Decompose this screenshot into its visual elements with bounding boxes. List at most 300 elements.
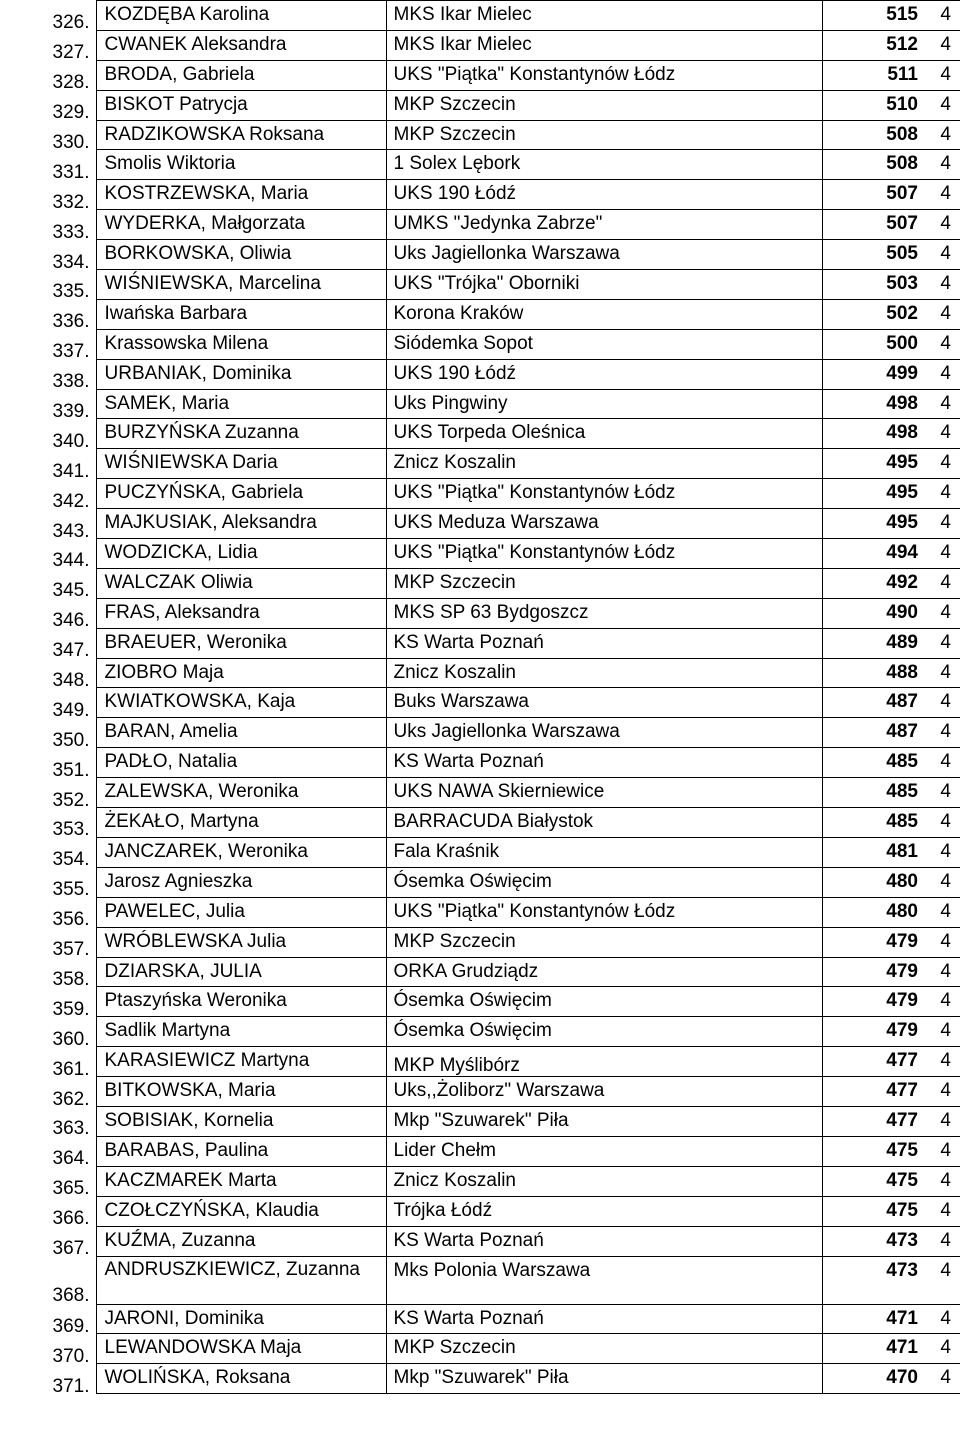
category-value: 4 bbox=[926, 210, 960, 240]
category-value: 4 bbox=[926, 1047, 960, 1077]
rank-number: 371. bbox=[52, 1375, 90, 1394]
club-name: MKS Ikar Mielec bbox=[386, 1, 822, 31]
rank-number: 363. bbox=[52, 1118, 90, 1137]
rank-number: 336. bbox=[52, 311, 90, 330]
athlete-name: ZALEWSKA, Weronika bbox=[96, 778, 386, 808]
rank-number: 329. bbox=[52, 102, 90, 121]
rank-cell bbox=[0, 359, 96, 389]
score-value: 485 bbox=[822, 808, 926, 838]
rank-cell bbox=[0, 598, 96, 628]
table-row bbox=[0, 927, 960, 957]
category-value: 4 bbox=[926, 479, 960, 509]
rank-number: 357. bbox=[52, 939, 90, 957]
score-value: 510 bbox=[822, 90, 926, 120]
rank-number: 337. bbox=[52, 341, 90, 360]
rank-cell bbox=[0, 808, 96, 838]
rank-cell bbox=[0, 957, 96, 987]
rank-number: 347. bbox=[52, 640, 90, 659]
rank-number: 341. bbox=[52, 460, 90, 479]
score-value: 475 bbox=[822, 1196, 926, 1226]
rank-cell bbox=[0, 30, 96, 60]
club-name: Ósemka Oświęcim bbox=[386, 867, 822, 897]
athlete-name: BURZYŃSKA Zuzanna bbox=[96, 419, 386, 449]
score-value: 505 bbox=[822, 240, 926, 270]
club-name: Uks Jagiellonka Warszawa bbox=[386, 240, 822, 270]
club-name: Uks Pingwiny bbox=[386, 389, 822, 419]
table-row bbox=[0, 837, 960, 867]
category-value: 4 bbox=[926, 867, 960, 897]
table-row bbox=[0, 1226, 960, 1256]
table-row bbox=[0, 1364, 960, 1394]
score-value: 495 bbox=[822, 449, 926, 479]
category-value: 4 bbox=[926, 748, 960, 778]
rank-number: 333. bbox=[52, 221, 90, 240]
score-value: 471 bbox=[822, 1304, 926, 1334]
rank-number: 354. bbox=[52, 849, 90, 868]
athlete-name: KACZMAREK Marta bbox=[96, 1166, 386, 1196]
club-name: Znicz Koszalin bbox=[386, 449, 822, 479]
rank-number: 327. bbox=[52, 42, 90, 61]
category-value: 4 bbox=[926, 1226, 960, 1256]
category-value: 4 bbox=[926, 449, 960, 479]
table-row bbox=[0, 90, 960, 120]
athlete-name: KWIATKOWSKA, Kaja bbox=[96, 688, 386, 718]
rank-number: 326. bbox=[52, 12, 90, 31]
rank-number: 348. bbox=[52, 669, 90, 688]
rank-number: 338. bbox=[52, 371, 90, 390]
table-row bbox=[0, 120, 960, 150]
club-name: Buks Warszawa bbox=[386, 688, 822, 718]
score-value: 498 bbox=[822, 389, 926, 419]
rank-number: 356. bbox=[52, 909, 90, 928]
table-row bbox=[0, 778, 960, 808]
category-value: 4 bbox=[926, 957, 960, 987]
category-value: 4 bbox=[926, 1364, 960, 1394]
score-value: 479 bbox=[822, 957, 926, 987]
club-name: Ósemka Oświęcim bbox=[386, 1017, 822, 1047]
athlete-name: WYDERKA, Małgorzata bbox=[96, 210, 386, 240]
club-name: Siódemka Sopot bbox=[386, 329, 822, 359]
rank-cell bbox=[0, 1, 96, 31]
score-value: 473 bbox=[822, 1226, 926, 1256]
category-value: 4 bbox=[926, 1136, 960, 1166]
athlete-name: BRODA, Gabriela bbox=[96, 60, 386, 90]
score-value: 492 bbox=[822, 568, 926, 598]
club-name: ORKA Grudziądz bbox=[386, 957, 822, 987]
athlete-name: WIŚNIEWSKA Daria bbox=[96, 449, 386, 479]
rank-number: 366. bbox=[52, 1208, 90, 1227]
club-name: UKS "Piątka" Konstantynów Łódz bbox=[386, 479, 822, 509]
table-row bbox=[0, 688, 960, 718]
score-value: 507 bbox=[822, 210, 926, 240]
rank-cell bbox=[0, 1136, 96, 1166]
rank-cell bbox=[0, 1226, 96, 1256]
score-value: 477 bbox=[822, 1047, 926, 1077]
category-value: 4 bbox=[926, 120, 960, 150]
rank-cell bbox=[0, 897, 96, 927]
athlete-name: KARASIEWICZ Martyna bbox=[96, 1047, 386, 1077]
athlete-name: ANDRUSZKIEWICZ, Zuzanna bbox=[96, 1256, 386, 1304]
category-value: 4 bbox=[926, 30, 960, 60]
category-value: 4 bbox=[926, 658, 960, 688]
table-row bbox=[0, 748, 960, 778]
category-value: 4 bbox=[926, 299, 960, 329]
rank-number: 344. bbox=[52, 550, 90, 569]
rank-number: 349. bbox=[52, 699, 90, 718]
table-row bbox=[0, 150, 960, 180]
rank-cell bbox=[0, 1196, 96, 1226]
rank-number: 362. bbox=[52, 1088, 90, 1107]
athlete-name: PUCZYŃSKA, Gabriela bbox=[96, 479, 386, 509]
category-value: 4 bbox=[926, 1304, 960, 1334]
rank-cell bbox=[0, 1107, 96, 1137]
category-value: 4 bbox=[926, 90, 960, 120]
table-row bbox=[0, 867, 960, 897]
athlete-name: CWANEK Aleksandra bbox=[96, 30, 386, 60]
score-value: 481 bbox=[822, 837, 926, 867]
table-row bbox=[0, 240, 960, 270]
rank-cell bbox=[0, 509, 96, 539]
rank-number: 343. bbox=[52, 520, 90, 539]
rank-number: 339. bbox=[52, 400, 90, 419]
score-value: 508 bbox=[822, 150, 926, 180]
category-value: 4 bbox=[926, 509, 960, 539]
score-value: 485 bbox=[822, 778, 926, 808]
rank-number: 331. bbox=[52, 161, 90, 180]
table-row bbox=[0, 957, 960, 987]
club-name: KS Warta Poznań bbox=[386, 1304, 822, 1334]
table-row bbox=[0, 1304, 960, 1334]
category-value: 4 bbox=[926, 927, 960, 957]
table-row bbox=[0, 270, 960, 300]
rank-cell bbox=[0, 120, 96, 150]
category-value: 4 bbox=[926, 1077, 960, 1107]
rank-cell bbox=[0, 150, 96, 180]
club-name: MKP Myślibórz bbox=[386, 1047, 822, 1077]
rank-number: 345. bbox=[52, 580, 90, 599]
score-value: 480 bbox=[822, 867, 926, 897]
athlete-name: BARABAS, Paulina bbox=[96, 1136, 386, 1166]
score-value: 488 bbox=[822, 658, 926, 688]
club-name: BARRACUDA Białystok bbox=[386, 808, 822, 838]
table-row bbox=[0, 419, 960, 449]
club-name: UKS NAWA Skierniewice bbox=[386, 778, 822, 808]
category-value: 4 bbox=[926, 778, 960, 808]
rank-number: 370. bbox=[52, 1345, 90, 1364]
rank-cell bbox=[0, 1166, 96, 1196]
score-value: 473 bbox=[822, 1256, 926, 1304]
category-value: 4 bbox=[926, 1334, 960, 1364]
rank-cell bbox=[0, 240, 96, 270]
rank-number: 359. bbox=[52, 998, 90, 1017]
club-name: UKS "Piątka" Konstantynów Łódz bbox=[386, 897, 822, 927]
rank-number: 360. bbox=[52, 1028, 90, 1047]
table-row bbox=[0, 329, 960, 359]
category-value: 4 bbox=[926, 1017, 960, 1047]
score-value: 494 bbox=[822, 539, 926, 569]
score-value: 487 bbox=[822, 718, 926, 748]
score-value: 470 bbox=[822, 1364, 926, 1394]
table-row bbox=[0, 479, 960, 509]
club-name: Trójka Łódź bbox=[386, 1196, 822, 1226]
athlete-name: Ptaszyńska Weronika bbox=[96, 987, 386, 1017]
category-value: 4 bbox=[926, 628, 960, 658]
athlete-name: KOZDĘBA Karolina bbox=[96, 1, 386, 31]
table-row bbox=[0, 598, 960, 628]
table-row bbox=[0, 509, 960, 539]
rank-cell bbox=[0, 628, 96, 658]
club-name: Uks,,Żoliborz" Warszawa bbox=[386, 1077, 822, 1107]
score-value: 503 bbox=[822, 270, 926, 300]
category-value: 4 bbox=[926, 568, 960, 598]
table-row bbox=[0, 897, 960, 927]
club-name: Korona Kraków bbox=[386, 299, 822, 329]
score-value: 495 bbox=[822, 509, 926, 539]
athlete-name: WODZICKA, Lidia bbox=[96, 539, 386, 569]
athlete-name: BITKOWSKA, Maria bbox=[96, 1077, 386, 1107]
club-name: Znicz Koszalin bbox=[386, 658, 822, 688]
club-name: MKP Szczecin bbox=[386, 90, 822, 120]
club-name: UKS "Piątka" Konstantynów Łódz bbox=[386, 60, 822, 90]
rank-cell bbox=[0, 539, 96, 569]
score-value: 487 bbox=[822, 688, 926, 718]
rank-number: 358. bbox=[52, 968, 90, 987]
table-row bbox=[0, 658, 960, 688]
rank-cell bbox=[0, 419, 96, 449]
rank-cell bbox=[0, 778, 96, 808]
club-name: Fala Kraśnik bbox=[386, 837, 822, 867]
ranking-rows bbox=[0, 1, 960, 1394]
category-value: 4 bbox=[926, 60, 960, 90]
rank-number: 369. bbox=[52, 1315, 90, 1334]
category-value: 4 bbox=[926, 1256, 960, 1304]
table-row bbox=[0, 60, 960, 90]
score-value: 479 bbox=[822, 1017, 926, 1047]
athlete-name: WIŚNIEWSKA, Marcelina bbox=[96, 270, 386, 300]
category-value: 4 bbox=[926, 359, 960, 389]
score-value: 477 bbox=[822, 1107, 926, 1137]
rank-number: 340. bbox=[52, 430, 90, 449]
table-row bbox=[0, 389, 960, 419]
score-value: 477 bbox=[822, 1077, 926, 1107]
athlete-name: RADZIKOWSKA Roksana bbox=[96, 120, 386, 150]
category-value: 4 bbox=[926, 1166, 960, 1196]
table-row bbox=[0, 987, 960, 1017]
club-name: Ósemka Oświęcim bbox=[386, 987, 822, 1017]
club-name: Mks Polonia Warszawa bbox=[386, 1256, 822, 1304]
club-name: KS Warta Poznań bbox=[386, 748, 822, 778]
rank-number: 365. bbox=[52, 1178, 90, 1197]
rank-number: 361. bbox=[52, 1058, 90, 1077]
athlete-name: WOLIŃSKA, Roksana bbox=[96, 1364, 386, 1394]
club-name: 1 Solex Lębork bbox=[386, 150, 822, 180]
athlete-name: JARONI, Dominika bbox=[96, 1304, 386, 1334]
table-row bbox=[0, 628, 960, 658]
club-name: UKS 190 Łódź bbox=[386, 180, 822, 210]
athlete-name: BORKOWSKA, Oliwia bbox=[96, 240, 386, 270]
table-row bbox=[0, 1334, 960, 1364]
category-value: 4 bbox=[926, 329, 960, 359]
category-value: 4 bbox=[926, 240, 960, 270]
rank-number: 335. bbox=[52, 281, 90, 300]
rank-cell bbox=[0, 1077, 96, 1107]
rank-cell bbox=[0, 927, 96, 957]
club-name: MKP Szczecin bbox=[386, 568, 822, 598]
score-value: 508 bbox=[822, 120, 926, 150]
rank-number: 328. bbox=[52, 72, 90, 91]
rank-cell bbox=[0, 389, 96, 419]
rank-number: 351. bbox=[52, 759, 90, 778]
score-value: 475 bbox=[822, 1136, 926, 1166]
category-value: 4 bbox=[926, 598, 960, 628]
athlete-name: PAWELEC, Julia bbox=[96, 897, 386, 927]
table-row bbox=[0, 30, 960, 60]
athlete-name: SAMEK, Maria bbox=[96, 389, 386, 419]
table-row bbox=[0, 1, 960, 31]
athlete-name: Sadlik Martyna bbox=[96, 1017, 386, 1047]
rank-cell bbox=[0, 658, 96, 688]
score-value: 479 bbox=[822, 927, 926, 957]
table-row bbox=[0, 808, 960, 838]
rank-number: 350. bbox=[52, 729, 90, 748]
score-value: 485 bbox=[822, 748, 926, 778]
athlete-name: BRAEUER, Weronika bbox=[96, 628, 386, 658]
athlete-name: LEWANDOWSKA Maja bbox=[96, 1334, 386, 1364]
table-row bbox=[0, 539, 960, 569]
club-name: MKS SP 63 Bydgoszcz bbox=[386, 598, 822, 628]
club-name: MKP Szczecin bbox=[386, 1334, 822, 1364]
rank-cell bbox=[0, 1047, 96, 1077]
category-value: 4 bbox=[926, 1107, 960, 1137]
score-value: 502 bbox=[822, 299, 926, 329]
club-name: UKS Meduza Warszawa bbox=[386, 509, 822, 539]
rank-number: 352. bbox=[52, 789, 90, 808]
category-value: 4 bbox=[926, 180, 960, 210]
table-row bbox=[0, 1256, 960, 1304]
rank-cell bbox=[0, 479, 96, 509]
club-name: Mkp "Szuwarek" Piła bbox=[386, 1107, 822, 1137]
table-row bbox=[0, 180, 960, 210]
rank-number: 355. bbox=[52, 879, 90, 898]
athlete-name: ZIOBRO Maja bbox=[96, 658, 386, 688]
club-name: MKS Ikar Mielec bbox=[386, 30, 822, 60]
table-row bbox=[0, 1077, 960, 1107]
club-name: KS Warta Poznań bbox=[386, 628, 822, 658]
table-row bbox=[0, 1047, 960, 1077]
score-value: 515 bbox=[822, 1, 926, 31]
rank-cell bbox=[0, 90, 96, 120]
table-row bbox=[0, 1196, 960, 1226]
table-row bbox=[0, 1166, 960, 1196]
athlete-name: FRAS, Aleksandra bbox=[96, 598, 386, 628]
athlete-name: PADŁO, Natalia bbox=[96, 748, 386, 778]
athlete-name: KOSTRZEWSKA, Maria bbox=[96, 180, 386, 210]
category-value: 4 bbox=[926, 389, 960, 419]
table-row bbox=[0, 568, 960, 598]
rank-cell bbox=[0, 329, 96, 359]
table-row bbox=[0, 359, 960, 389]
table-row bbox=[0, 718, 960, 748]
athlete-name: JANCZAREK, Weronika bbox=[96, 837, 386, 867]
score-value: 512 bbox=[822, 30, 926, 60]
rank-cell bbox=[0, 748, 96, 778]
table-row bbox=[0, 1136, 960, 1166]
rank-cell bbox=[0, 688, 96, 718]
rank-number: 368. bbox=[52, 1285, 90, 1305]
athlete-name: URBANIAK, Dominika bbox=[96, 359, 386, 389]
category-value: 4 bbox=[926, 270, 960, 300]
rank-cell bbox=[0, 1017, 96, 1047]
rank-cell bbox=[0, 1334, 96, 1364]
club-name: Mkp "Szuwarek" Piła bbox=[386, 1364, 822, 1394]
rank-number: 353. bbox=[52, 819, 90, 838]
club-name: UKS "Trójka" Oborniki bbox=[386, 270, 822, 300]
rank-cell bbox=[0, 210, 96, 240]
category-value: 4 bbox=[926, 837, 960, 867]
athlete-name: WRÓBLEWSKA Julia bbox=[96, 927, 386, 957]
athlete-name: Krassowska Milena bbox=[96, 329, 386, 359]
rank-cell bbox=[0, 837, 96, 867]
club-name: UKS Torpeda Oleśnica bbox=[386, 419, 822, 449]
rank-number: 332. bbox=[52, 191, 90, 210]
table-row bbox=[0, 1107, 960, 1137]
athlete-name: Jarosz Agnieszka bbox=[96, 867, 386, 897]
score-value: 489 bbox=[822, 628, 926, 658]
category-value: 4 bbox=[926, 897, 960, 927]
rank-number: 367. bbox=[52, 1238, 90, 1257]
rank-cell bbox=[0, 180, 96, 210]
score-value: 511 bbox=[822, 60, 926, 90]
score-value: 500 bbox=[822, 329, 926, 359]
athlete-name: BISKOT Patrycja bbox=[96, 90, 386, 120]
table-row bbox=[0, 299, 960, 329]
athlete-name: WALCZAK Oliwia bbox=[96, 568, 386, 598]
category-value: 4 bbox=[926, 1, 960, 31]
rank-cell bbox=[0, 1256, 96, 1304]
category-value: 4 bbox=[926, 419, 960, 449]
rank-cell bbox=[0, 270, 96, 300]
category-value: 4 bbox=[926, 808, 960, 838]
category-value: 4 bbox=[926, 688, 960, 718]
athlete-name: Iwańska Barbara bbox=[96, 299, 386, 329]
club-name: UKS "Piątka" Konstantynów Łódz bbox=[386, 539, 822, 569]
rank-cell bbox=[0, 568, 96, 598]
rank-number: 342. bbox=[52, 490, 90, 509]
category-value: 4 bbox=[926, 1196, 960, 1226]
athlete-name: BARAN, Amelia bbox=[96, 718, 386, 748]
score-value: 498 bbox=[822, 419, 926, 449]
club-name: UKS 190 Łódź bbox=[386, 359, 822, 389]
rank-cell bbox=[0, 60, 96, 90]
club-name: MKP Szczecin bbox=[386, 927, 822, 957]
category-value: 4 bbox=[926, 539, 960, 569]
rank-number: 330. bbox=[52, 131, 90, 150]
rank-cell bbox=[0, 987, 96, 1017]
rank-number: 334. bbox=[52, 251, 90, 270]
category-value: 4 bbox=[926, 718, 960, 748]
score-value: 499 bbox=[822, 359, 926, 389]
rank-cell bbox=[0, 299, 96, 329]
rank-number: 346. bbox=[52, 610, 90, 629]
athlete-name: Smolis Wiktoria bbox=[96, 150, 386, 180]
athlete-name: KUŹMA, Zuzanna bbox=[96, 1226, 386, 1256]
athlete-name: MAJKUSIAK, Aleksandra bbox=[96, 509, 386, 539]
rank-cell bbox=[0, 449, 96, 479]
athlete-name: DZIARSKA, JULIA bbox=[96, 957, 386, 987]
score-value: 507 bbox=[822, 180, 926, 210]
table-row bbox=[0, 210, 960, 240]
rank-cell bbox=[0, 867, 96, 897]
